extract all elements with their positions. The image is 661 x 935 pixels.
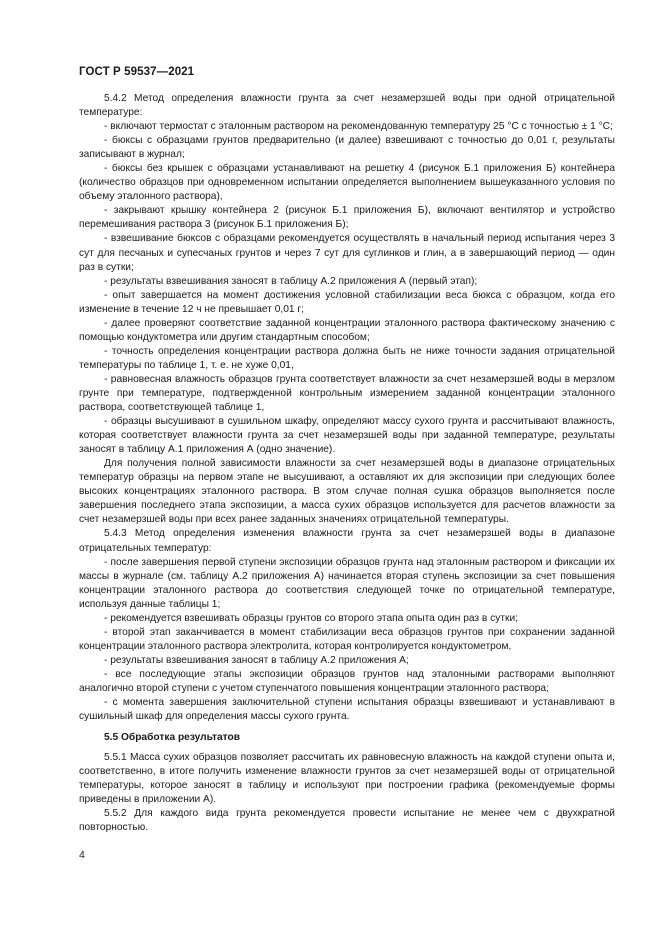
paragraph: - результаты взвешивания заносят в таблицу А.2 приложения А (первый этап); bbox=[104, 275, 478, 287]
paragraph: - включают термостат с эталонным раствором на рекомендованную температуру 25 °С с точностью ± 1 °С; bbox=[104, 121, 613, 133]
paragraph: - далее проверяют соответствие заданной концентрации эталонного раствора фактическому значению с помощью кондуктометра или другим стандартным способом; bbox=[79, 317, 615, 343]
paragraph: - точность определения концентрации раствора должна быть не ниже точности задания отрицательной температуры по таблице 1, т. е. не хуже 0,01, bbox=[79, 345, 615, 371]
paragraph: - результаты взвешивания заносят в таблицу А.2 приложения А; bbox=[104, 654, 409, 666]
paragraph: - с момента завершения заключительной ступени испытания образцы взвешивают и устанавливают в сушильный шкаф для определения массы сухого грунта. bbox=[79, 697, 615, 723]
paragraph: - опыт завершается на момент достижения условной стабилизации веса бюкса с образцом, когда его изменение в течение 12 ч не превышает 0,01 г; bbox=[79, 289, 615, 315]
paragraph: - все последующие этапы экспозиции образцов грунтов над эталонными растворами выполняют аналогично второй ступени с учетом ступенчатого повышения концентрации эталонного раствора; bbox=[79, 668, 615, 694]
paragraph: - после завершения первой ступени экспозиции образцов грунта над эталонным раствором и фиксации их массы в журнале (см. таблицу А.2 приложения А) начинается вторая ступень экспозиции за счет повышения концентрации эталонного раствора до соответствия следующей точке по отрицательной температуре, используя данные таблицы 1; bbox=[79, 556, 615, 610]
paragraph: 5.5.2 Для каждого вида грунта рекомендуется провести испытание не менее чем с двухкратной повторностью. bbox=[79, 808, 615, 834]
document-header: ГОСТ Р 59537—2021 bbox=[79, 66, 195, 78]
document-body bbox=[79, 92, 615, 835]
paragraph: - рекомендуется взвешивать образцы грунтов со второго этапа опыта один раз в сутки; bbox=[104, 612, 519, 624]
paragraph: - бюксы без крышек с образцами устанавливают на решетку 4 (рисунок Б.1 приложения Б) контейнера (количество образцов при одновременном испытании определяется выполнением вышеуказанного условия по объему эталонного раствора), bbox=[79, 163, 615, 203]
page-number: 4 bbox=[79, 849, 85, 861]
paragraph: 5.4.2 Метод определения влажности грунта за счет незамерзшей воды при одной отрицательной температуре: bbox=[79, 93, 615, 119]
paragraph: - закрывают крышку контейнера 2 (рисунок Б.1 приложения Б), включают вентилятор и устройство перемешивания раствора 3 (рисунок Б.1 приложения Б); bbox=[79, 205, 615, 231]
paragraph: 5.5.1 Масса сухих образцов позволяет рассчитать их равновесную влажность на каждой ступени опыта и, соответственно, в итоге получить изменение влажности грунтов за счет незамерзшей воды от отрицательной температуры, которое заносят в таблицу и используют при построении графика (рекомендуемые формы приведены в приложении А). bbox=[79, 752, 615, 806]
paragraph: - бюксы с образцами грунтов предварительно (и далее) взвешивают с точностью до 0,01 г, результаты записывают в журнал; bbox=[79, 135, 615, 161]
paragraph: - образцы высушивают в сушильном шкафу, определяют массу сухого грунта и рассчитывают влажность, которая соответствует влажности грунта за счет незамерзшей воды при заданной температуре, результаты заносят в таблицу А.1 приложения А (одно значение). bbox=[79, 416, 615, 456]
paragraph: 5.4.3 Метод определения изменения влажности грунта за счет незамерзшей воды в диапазоне отрицательных температур: bbox=[79, 528, 615, 554]
paragraph: - взвешивание бюксов с образцами рекомендуется осуществлять в начальный период испытания через 3 сут для песчаных и супесчаных грунтов и через 7 сут для суглинков и глин, а в завершающий период — один раз в сутки; bbox=[79, 233, 615, 273]
paragraph: Для получения полной зависимости влажности за счет незамерзшей воды в диапазоне отрицательных температур образцы на первом этапе не высушивают, а оставляют их для экспозиции при следующих более высоких концентрациях эталонного раствора. В этом случае полная сушка образцов выполняется после завершения последнего этапа экспозиции, а масса сухих образцов используется для расчетов влажности за счет незамерзшей воды при всех ранее заданных значениях отрицательной температуры. bbox=[79, 458, 615, 526]
paragraph: - второй этап заканчивается в момент стабилизации веса образцов грунтов при сохранении заданной концентрации эталонного раствора электролита, которая контролируется кондуктометром, bbox=[79, 626, 615, 652]
paragraph: - равновесная влажность образцов грунта соответствует влажности за счет незамерзшей воды в мерзлом грунте при температуре, подтвержденной контрольным измерением заданной концентрации эталонного раствора, соответствующей таблице 1, bbox=[79, 373, 615, 414]
section-heading: 5.5 Обработка результатов bbox=[104, 732, 241, 744]
